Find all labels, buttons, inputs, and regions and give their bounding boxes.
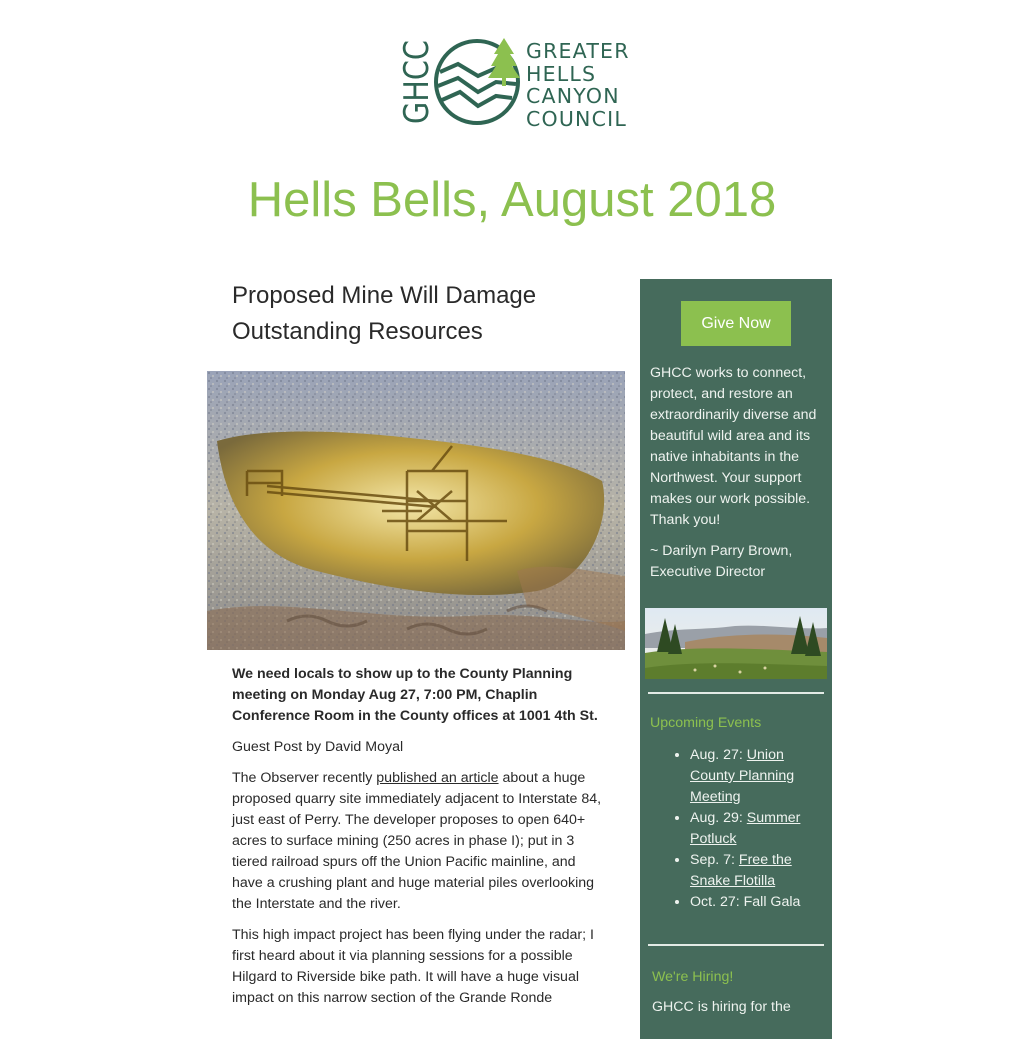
event-link[interactable]: Union County Planning Meeting [690,747,795,805]
article-paragraph: This high impact project has been flying under the radar; I first heard about it via planning sessions for a possible Hilgard to Riverside bike path. It will have a huge visual impact on this narrow section of the Grande Ronde [232,927,594,1006]
event-link[interactable]: Summer Potluck [690,810,801,847]
mission-statement: GHCC works to connect, protect, and restore an extraordinarily diverse and beautiful wild area and its native inhabitants in the Northwest. Your support makes our work possible. Thank you! [650,365,817,528]
quarry-reflection-photo [207,371,625,650]
sidebar [640,279,832,1039]
event-date: Aug. 27: [690,747,747,763]
canyon-landscape-photo [645,608,827,679]
logo-line: COUNCIL [526,106,627,131]
event-callout-text: We need locals to show up to the County Planning meeting on Monday Aug 27, 7:00 PM, Chaplin Conference Room in the County offices at 1001 4th St. [232,666,598,724]
event-item [690,808,826,850]
events-list [650,745,826,913]
article-body [232,664,604,1019]
hiring-heading: We're Hiring! [652,969,734,985]
logo-line: HELLS [526,61,597,86]
director-signature: ~ Darilyn Parry Brown, Executive Director [650,543,793,580]
event-item [690,850,826,892]
logo-line: CANYON [526,84,620,108]
paragraph-text: about a huge proposed quarry site immediately adjacent to Interstate 84, just east of Perry. The developer proposes to open 640+ acres to surface mining (250 acres in phase I); put in 3 tiered railroad spurs off the Union Pacific mainline, and have a crushing plant and huge material piles overlooking the Interstate and the river. [232,770,602,912]
event-item [690,745,826,808]
sidebar-divider [648,692,824,694]
give-now-button[interactable]: Give Now [681,301,791,346]
logo-wordmark [526,40,630,130]
byline: Guest Post by David Moyal [232,739,404,755]
paragraph-text: The Observer recently [232,770,377,786]
ghcc-logo[interactable] [396,36,636,131]
event-date: Oct. 27: Fall Gala [690,894,801,910]
published-article-link[interactable]: published an article [376,770,499,786]
event-date: Sep. 7: [690,852,739,868]
event-link[interactable]: Free the Snake Flotilla [690,852,792,889]
event-callout [232,664,604,727]
article-headline: Proposed Mine Will Damage Outstanding Resources [232,282,537,345]
event-date: Aug. 29: [690,810,747,826]
hiring-text: GHCC is hiring for the [652,999,791,1015]
logo-line: GREATER [526,39,630,63]
logo-abbr: GHCC [397,36,437,124]
sidebar-divider [648,944,824,946]
event-item [690,892,826,913]
newsletter-title: Hells Bells, August 2018 [247,173,777,227]
events-heading: Upcoming Events [650,715,762,731]
article-paragraph [232,768,604,915]
